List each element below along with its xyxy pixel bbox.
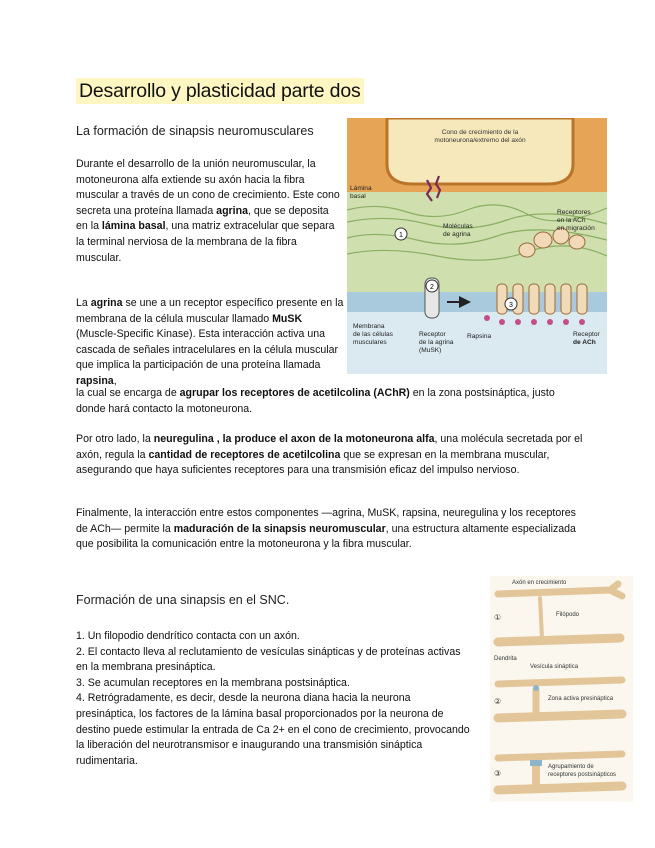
bold-term: maduración de la sinapsis neuromuscular xyxy=(173,522,386,535)
bold-term: neuregulina , la produce el axon de la motoneurona alfa xyxy=(153,433,435,445)
label-filopodo: Filópodo xyxy=(556,612,580,618)
dendrite-stage-3 xyxy=(498,786,622,790)
section-heading-snc: Formación de una sinapsis en el SNC. xyxy=(76,593,290,607)
list-item: 4. Retrógradamente, es decir, desde la neurona diana hacia la neurona presináptica, los factores de la lámina basal proporcionados por la neurona de destino puede estimular la entrada de Ca 2+ en el cono de crecimiento, provocando la liberación del neurotransmisor e inaugurando una transmisión sináptica rudimentaria. xyxy=(76,692,470,767)
filopodio xyxy=(540,598,542,638)
bold-term: MuSK xyxy=(272,312,303,325)
figure-neuromuscular-junction xyxy=(347,118,607,374)
label-rec-migr-2: en la ACh xyxy=(557,217,586,224)
bold-term: cantidad de receptores de acetilcolina xyxy=(148,448,341,461)
label-rec-agrina-2: de la agrina xyxy=(419,339,454,346)
label-rec-ach: Receptor xyxy=(573,331,600,338)
page-title: Desarrollo y plasticidad parte dos xyxy=(76,78,364,104)
label-rec-ach-2: de ACh xyxy=(573,339,596,346)
text-run: (Muscle-Specific Kinase). Esta interacción activa una cascada de señales intracelulares en la célula muscular que implica la participación de una proteína llamada xyxy=(76,328,339,372)
growth-cone-body xyxy=(387,118,573,184)
text-run: La xyxy=(76,297,91,309)
bold-term: rapsina xyxy=(76,374,114,387)
dendrite-stage-1 xyxy=(498,638,620,642)
list-item: 1. Un filopodio dendrítico contacta con un axón. xyxy=(76,630,300,642)
step-3: 3 xyxy=(509,302,513,309)
label-cono: Cono de crecimiento de la xyxy=(441,129,519,136)
paragraph-neuregulina xyxy=(76,432,591,479)
list-item: 3. Se acumulan receptores en la membrana postsináptica. xyxy=(76,676,350,689)
text-run: que se expresan en la membrana muscular, asegurando que haya suficientes receptores para una transmisión eficaz del impulso nervioso. xyxy=(76,448,550,477)
label-vesiculas: Moléculas xyxy=(443,223,473,230)
text-run: Finalmente, la interacción entre estos componentes —agrina, MuSK, rapsina, neuregulina y los receptores de ACh— permite la xyxy=(76,507,576,535)
bold-term: agrina xyxy=(216,204,248,217)
label-vesicula: Vesícula sináptica xyxy=(530,664,579,670)
list-item: 2. El contacto lleva al reclutamiento de vesículas sinápticas y de proteínas activas en la membrana presináptica. xyxy=(76,645,461,674)
axon-stage-2 xyxy=(498,680,622,684)
text-run: , xyxy=(113,374,117,387)
label-membrana: Membrana xyxy=(353,323,385,330)
label-rec-agrina: Receptor xyxy=(419,331,446,338)
label-agrupamiento: Agrupamiento de xyxy=(548,764,594,770)
label-agrupamiento-2: receptores postsinápticos xyxy=(548,772,617,778)
bold-term: agrupar los receptores de acetilcolina (AChR) xyxy=(179,387,410,399)
label-membrana-2: de las células xyxy=(353,331,393,338)
text-run: en la zona postsináptica, justo donde hará contacto la motoneurona. xyxy=(76,387,555,415)
label-lamina: Lámina xyxy=(350,185,372,192)
text-run: , que se deposita en la xyxy=(76,204,329,233)
snc-steps-list xyxy=(76,629,471,769)
paragraph-musk xyxy=(76,296,344,390)
step-2: 2 xyxy=(430,284,434,291)
label-axon: Axón en crecimiento xyxy=(512,580,567,586)
paragraph-agrina xyxy=(76,157,342,266)
figure-cns-synapse xyxy=(490,576,633,802)
paragraph-maduracion xyxy=(76,506,586,553)
text-run: , una matriz extracelular que separa la terminal nerviosa de la membrana de la fibra muscular. xyxy=(76,220,335,264)
text-run: Durante el desarrollo de la unión neuromuscular, la motoneurona alfa extiende su axón hacia la fibra muscular a través de un cono de crecimiento. Este cono secreta una proteína llamada xyxy=(76,158,340,217)
step-2: ② xyxy=(494,697,502,706)
text-run: , una molécula secretada por el axón, regula la xyxy=(76,433,583,461)
label-vesiculas-2: de agrina xyxy=(443,231,471,238)
axon-stage-3 xyxy=(498,754,622,758)
text-run: la cual se encarga de xyxy=(76,387,180,399)
dendrite-stage-2 xyxy=(498,714,622,718)
step-1: 1 xyxy=(399,232,403,239)
label-rec-migr: Receptores xyxy=(557,209,591,216)
label-rec-migr-3: en migración xyxy=(557,225,595,232)
text-run: Por otro lado, la xyxy=(76,433,154,445)
label-membrana-3: musculares xyxy=(353,339,387,346)
label-lamina-2: basal xyxy=(350,193,366,200)
section-heading-nmj: La formación de sinapsis neuromusculares xyxy=(76,124,314,138)
text-run: se une a un receptor específico presente en la membrana de la célula muscular llamado xyxy=(76,297,344,325)
text-run: , una estructura altamente especializada que posibilita la comunicación entre la motoneurona y la fibra muscular. xyxy=(76,522,576,551)
bold-term: lámina basal xyxy=(101,220,166,233)
label-rec-agrina-3: (MuSK) xyxy=(419,347,442,354)
label-zona: Zona activa presináptica xyxy=(548,696,614,702)
label-dendrita: Dendrita xyxy=(494,656,517,662)
step-1: ① xyxy=(494,613,502,622)
bold-term: agrina xyxy=(90,297,123,309)
label-rapsina: Rapsina xyxy=(467,333,492,340)
label-cono-2: motoneurona/extremo del axón xyxy=(434,137,526,144)
paragraph-musk-cont xyxy=(76,386,586,417)
step-3: ③ xyxy=(494,769,502,778)
